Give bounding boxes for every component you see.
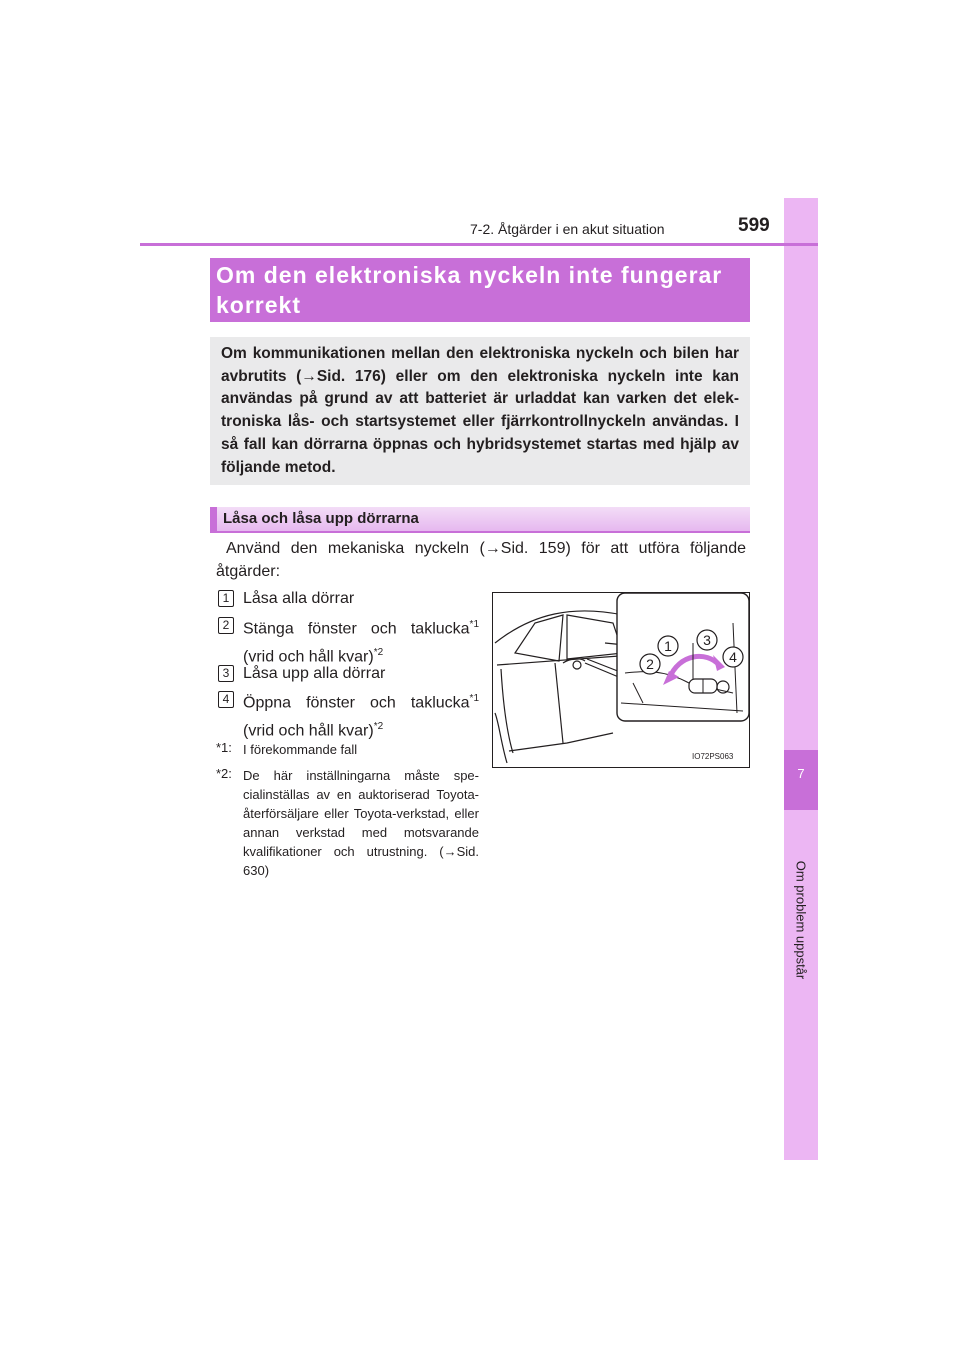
list-item-subtext: (vrid och håll kvar) — [243, 722, 374, 740]
list-item-text: Stänga fönster och taklucka — [243, 620, 470, 638]
door-key-illustration — [492, 592, 750, 768]
footnote-mark: *2: — [216, 766, 232, 781]
item-number-badge: 3 — [218, 665, 234, 682]
page-title-line-2: korrekt — [216, 292, 301, 318]
page-title — [216, 260, 750, 320]
list-item — [243, 687, 479, 744]
item-number-badge: 4 — [218, 691, 234, 708]
list-item-text: Öppna fönster och taklucka — [243, 694, 470, 712]
section-heading: 7-2. Åtgärder i en akut situation — [470, 221, 665, 237]
list-item-subtext: (vrid och håll kvar) — [243, 648, 374, 666]
page-title-line-1: Om den elektroniska nyckeln inte fungerar — [216, 262, 723, 288]
footnote-text: De här inställningarna måste spe-cialinställas av en auktoriserad Toyota-återförsäljare eller Toyota-verkstad, eller annan verkstad med motsvarande kvalifikationer och utrustning. (→Sid. 630) — [243, 768, 479, 878]
list-item-text: Låsa alla dörrar — [243, 590, 355, 607]
footnote-mark: *1: — [216, 740, 232, 755]
figure-code: IO72PS063 — [692, 752, 734, 761]
footnote-ref: *2 — [373, 647, 384, 659]
callout-1: 1 — [664, 638, 672, 654]
item-number-badge: 2 — [218, 617, 234, 634]
callout-3: 3 — [703, 632, 711, 648]
chapter-title: Om problem uppstår — [793, 860, 809, 980]
chapter-number: 7 — [797, 766, 805, 781]
subheading: Låsa och låsa upp dörrarna — [223, 510, 419, 527]
list-item — [243, 662, 385, 686]
callout-4: 4 — [729, 649, 737, 665]
intro-text: Om kommunikationen mellan den elektroniska nyckeln och bilen har avbrutits (→Sid. 176) eller om den elektroniska nyckeln inte kan användas på grund av att batteriet är urladdat kan varken det elek-troniska lås- och startsystemet eller fjärrkontrollnyckeln användas. I så fall kan dörrarna öppnas och hybridsystemet startas med hjälp av följande metod. — [221, 345, 739, 476]
page-number: 599 — [738, 215, 770, 236]
list-item — [243, 587, 354, 611]
body-paragraph: Använd den mekaniska nyckeln (→Sid. 159) för att utföra följande åtgärder: — [216, 540, 746, 580]
list-item-text: Låsa upp alla dörrar — [243, 665, 386, 682]
footnote-text: I förekommande fall — [243, 742, 358, 757]
chapter-tab-strip — [784, 198, 818, 1160]
callout-2: 2 — [646, 656, 654, 672]
item-number-badge: 1 — [218, 590, 234, 607]
header-rule — [140, 243, 818, 246]
footnote-ref: *2 — [373, 721, 384, 733]
footnote-ref: *1 — [469, 693, 479, 704]
footnote-ref: *1 — [469, 619, 479, 630]
car-door-drawing — [493, 593, 749, 767]
subheading-accent — [210, 507, 217, 533]
